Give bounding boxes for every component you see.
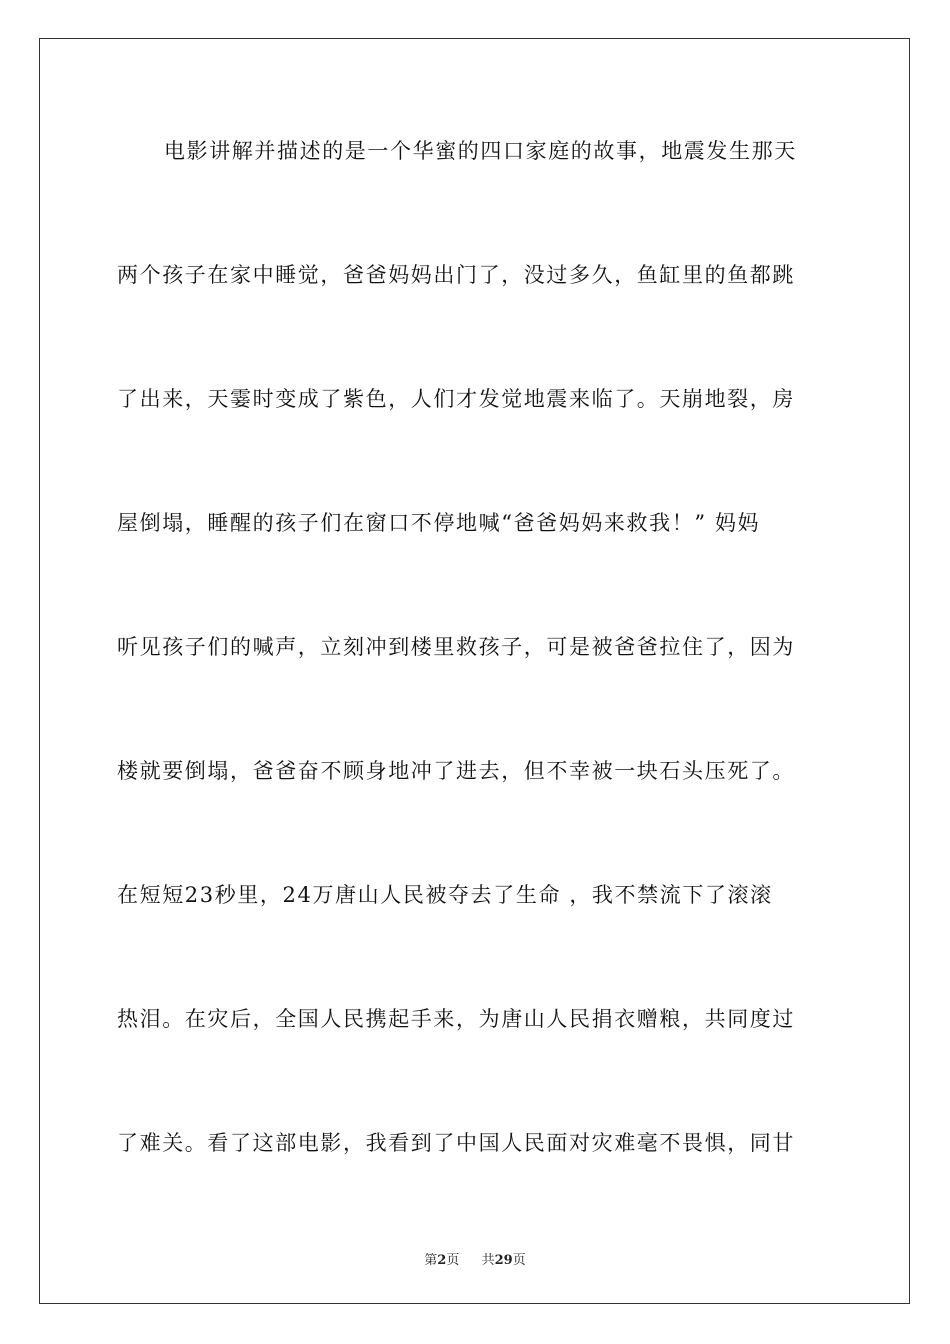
- page-label-suffix: 页: [446, 1253, 460, 1268]
- paragraph-line-8: 热泪。在灾后，全国人民携起手来，为唐山人民捐衣赠粮，共同度过: [117, 1007, 795, 1031]
- page-border: [39, 38, 910, 1304]
- paragraph-line-6: 楼就要倒塌，爸爸奋不顾身地冲了进去，但不幸被一块石头压死了。: [117, 759, 795, 783]
- page-footer: [0, 1249, 950, 1268]
- total-pages: 29: [494, 1253, 513, 1268]
- paragraph-line-7: 在短短23秒里，24万唐山人民被夺去了生命 ，我不禁流下了滚滚: [117, 883, 773, 907]
- page-label-prefix: 第: [424, 1253, 438, 1268]
- page-number: 2: [437, 1253, 447, 1268]
- paragraph-line-1: 电影讲解并描述的是一个华蜜的四口家庭的故事，地震发生那天: [164, 139, 797, 163]
- total-label-suffix: 页: [512, 1253, 526, 1268]
- total-label-prefix: 共: [481, 1253, 495, 1268]
- paragraph-line-9: 了难关。看了这部电影，我看到了中国人民面对灾难毫不畏惧，同甘: [117, 1131, 795, 1155]
- paragraph-line-4: 屋倒塌，睡醒的孩子们在窗口不停地喊“爸爸妈妈来救我！” 妈妈: [117, 511, 761, 535]
- paragraph-line-2: 两个孩子在家中睡觉，爸爸妈妈出门了，没过多久，鱼缸里的鱼都跳: [117, 263, 795, 287]
- paragraph-line-3: 了出来，天霎时变成了紫色，人们才发觉地震来临了。天崩地裂，房: [117, 387, 795, 411]
- paragraph-line-5: 听见孩子们的喊声，立刻冲到楼里救孩子，可是被爸爸拉住了，因为: [117, 635, 795, 659]
